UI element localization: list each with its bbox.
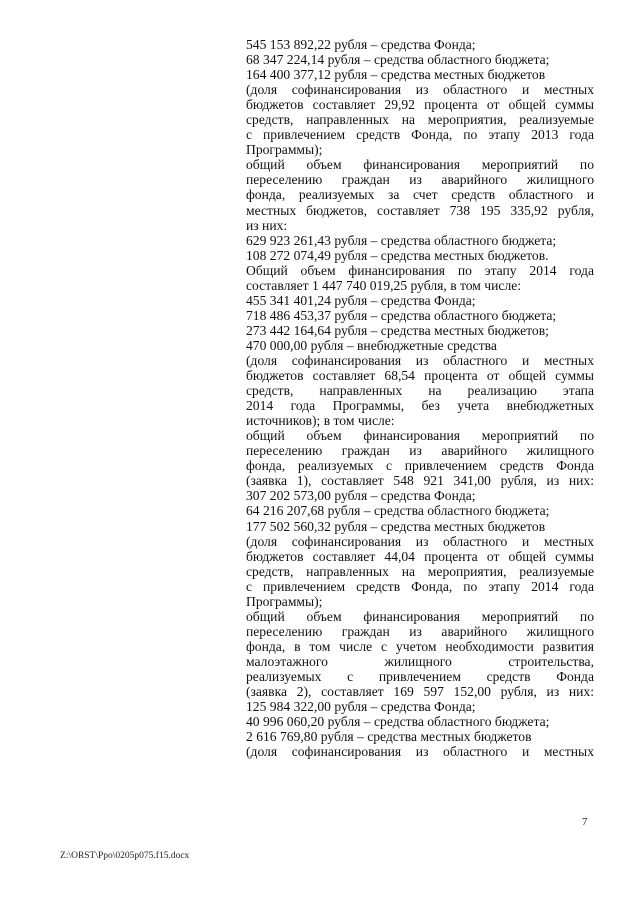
text-line: (доля софинансирования из областного и местных: [246, 82, 594, 98]
page-number: 7: [582, 816, 588, 828]
text-line: средств, направленных на мероприятия, реализуемые: [246, 112, 594, 128]
text-line: источников); в том числе:: [246, 413, 395, 429]
text-line: 125 984 322,00 рубля – средства Фонда;: [246, 699, 476, 715]
text-line: 455 341 401,24 рубля – средства Фонда;: [246, 292, 476, 308]
text-line: общий объем финансирования мероприятий по: [246, 608, 594, 624]
text-line: (доля софинансирования из областного и местных: [246, 352, 594, 368]
text-line: средств, направленных на реализацию этапа: [246, 383, 594, 399]
text-line: фонда, реализуемых с привлечением средств Фонда: [246, 458, 594, 474]
text-line: 273 442 164,64 рубля – средства местных бюджетов;: [246, 322, 549, 338]
file-path-footer: Z:\ORST\Ppo\0205p075.f15.docx: [60, 851, 190, 861]
text-line: (заявка 2), составляет 169 597 152,00 рубля, из них:: [246, 684, 594, 700]
text-line: реализуемых с привлечением средств Фонда: [246, 668, 594, 684]
text-line: составляет 1 447 740 019,25 рубля, в том числе:: [246, 277, 522, 293]
text-line: 68 347 224,14 рубля – средства областного бюджета;: [246, 52, 550, 68]
text-line: 718 486 453,37 рубля – средства областного бюджета;: [246, 307, 557, 323]
text-line: малоэтажного жилищного строительства,: [246, 653, 594, 669]
text-line: местных бюджетов, составляет 738 195 335,92 рубля,: [246, 202, 594, 218]
text-line: 64 216 207,68 рубля – средства областного бюджета;: [246, 503, 550, 519]
text-line: 2014 года Программы, без учета внебюджетных: [246, 398, 594, 414]
text-line: переселению граждан из аварийного жилищного: [246, 623, 594, 639]
text-line: 470 000,00 рубля – внебюджетные средства: [246, 337, 497, 353]
text-line: 164 400 377,12 рубля – средства местных бюджетов: [246, 67, 546, 83]
text-line: (доля софинансирования из областного и местных: [246, 533, 594, 549]
text-line: 40 996 060,20 рубля – средства областного бюджета;: [246, 714, 550, 730]
text-line: из них:: [246, 217, 288, 233]
text-line: фонда, реализуемых за счет средств областного и: [246, 187, 594, 203]
text-line: Программы);: [246, 142, 323, 158]
text-line: общий объем финансирования мероприятий по: [246, 157, 594, 173]
text-line: общий объем финансирования мероприятий по: [246, 428, 594, 444]
text-line: 629 923 261,43 рубля – средства областного бюджета;: [246, 232, 557, 248]
text-line: средств, направленных на мероприятия, реализуемые: [246, 563, 594, 579]
text-line: 177 502 560,32 рубля – средства местных бюджетов: [246, 518, 546, 534]
text-line: фонда, в том числе с учетом необходимости развития: [246, 638, 594, 654]
text-line: Общий объем финансирования по этапу 2014 года: [246, 262, 594, 278]
text-line: (заявка 1), составляет 548 921 341,00 рубля, из них:: [246, 473, 594, 489]
text-line: с привлечением средств Фонда, по этапу 2013 года: [246, 127, 594, 143]
text-line: 307 202 573,00 рубля – средства Фонда;: [246, 488, 476, 504]
text-line: бюджетов составляет 68,54 процента от общей суммы: [246, 368, 594, 384]
text-line: 2 616 769,80 рубля – средства местных бюджетов: [246, 729, 532, 745]
text-line: 108 272 074,49 рубля – средства местных бюджетов.: [246, 247, 549, 263]
text-line: 545 153 892,22 рубля – средства Фонда;: [246, 37, 476, 52]
text-line: бюджетов составляет 29,92 процента от общей суммы: [246, 97, 594, 113]
text-line: переселению граждан из аварийного жилищного: [246, 443, 594, 459]
text-line: (доля софинансирования из областного и местных: [246, 744, 594, 760]
text-line: Программы);: [246, 593, 323, 609]
text-line: переселению граждан из аварийного жилищного: [246, 172, 594, 188]
text-line: с привлечением средств Фонда, по этапу 2014 года: [246, 578, 594, 594]
body-text: [246, 37, 594, 759]
text-line: бюджетов составляет 44,04 процента от общей суммы: [246, 548, 594, 564]
